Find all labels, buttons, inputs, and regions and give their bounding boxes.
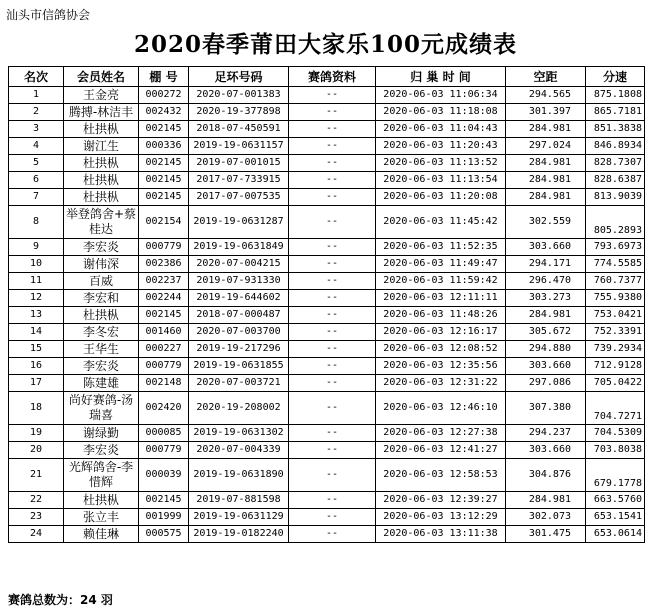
speed-cell: 739.2934 — [586, 341, 645, 358]
distance-cell: 301.397 — [506, 104, 586, 121]
member-name-cell: 王金亮 — [64, 87, 139, 104]
distance-cell: 296.470 — [506, 273, 586, 290]
pigeon-info-cell: -- — [289, 256, 376, 273]
pen-number-cell: 002145 — [139, 492, 189, 509]
member-name-cell: 谢伟深 — [64, 256, 139, 273]
rank-cell: 19 — [9, 425, 64, 442]
speed-cell: 828.6387 — [586, 172, 645, 189]
member-name-cell: 杜拱枞 — [64, 172, 139, 189]
ring-number-cell: 2019-07-931330 — [189, 273, 289, 290]
pen-number-cell: 002145 — [139, 307, 189, 324]
rank-cell: 8 — [9, 206, 64, 239]
rank-cell: 23 — [9, 509, 64, 526]
pen-number-cell: 000039 — [139, 459, 189, 492]
member-name-cell: 李宏和 — [64, 290, 139, 307]
speed-cell: 760.7377 — [586, 273, 645, 290]
rank-cell: 17 — [9, 375, 64, 392]
ring-number-cell: 2019-19-0631129 — [189, 509, 289, 526]
pen-number-cell: 002386 — [139, 256, 189, 273]
member-name-cell: 杜拱枞 — [64, 492, 139, 509]
rank-cell: 4 — [9, 138, 64, 155]
speed-cell: 875.1808 — [586, 87, 645, 104]
header-row — [9, 67, 645, 87]
pigeon-info-cell: -- — [289, 442, 376, 459]
pigeon-info-cell: -- — [289, 459, 376, 492]
pigeon-info-cell: -- — [289, 425, 376, 442]
pen-number-cell: 000779 — [139, 239, 189, 256]
pen-number-cell: 002432 — [139, 104, 189, 121]
distance-cell: 302.559 — [506, 206, 586, 239]
table-row — [9, 526, 645, 543]
speed-cell: 851.3838 — [586, 121, 645, 138]
pen-number-cell: 000336 — [139, 138, 189, 155]
table-row — [9, 87, 645, 104]
speed-cell: 663.5760 — [586, 492, 645, 509]
ring-number-cell: 2020-19-208002 — [189, 392, 289, 425]
pen-number-cell: 002237 — [139, 273, 189, 290]
table-row — [9, 459, 645, 492]
member-name-cell: 杜拱枞 — [64, 121, 139, 138]
member-name-cell: 谢江生 — [64, 138, 139, 155]
rank-cell: 6 — [9, 172, 64, 189]
pen-number-cell: 001460 — [139, 324, 189, 341]
header-pigeon-info: 赛鸽资料 — [289, 67, 376, 87]
speed-cell: 774.5585 — [586, 256, 645, 273]
table-row — [9, 189, 645, 206]
pen-number-cell: 002148 — [139, 375, 189, 392]
distance-cell: 294.171 — [506, 256, 586, 273]
pigeon-info-cell: -- — [289, 239, 376, 256]
ring-number-cell: 2019-19-644602 — [189, 290, 289, 307]
table-row — [9, 256, 645, 273]
pigeon-info-cell: -- — [289, 375, 376, 392]
table-row — [9, 341, 645, 358]
speed-cell: 753.0421 — [586, 307, 645, 324]
ring-number-cell: 2019-19-217296 — [189, 341, 289, 358]
table-row — [9, 273, 645, 290]
arrival-time-cell: 2020-06-03 11:13:52 — [376, 155, 506, 172]
arrival-time-cell: 2020-06-03 11:04:43 — [376, 121, 506, 138]
ring-number-cell: 2020-07-003721 — [189, 375, 289, 392]
distance-cell: 284.981 — [506, 189, 586, 206]
distance-cell: 305.672 — [506, 324, 586, 341]
speed-cell: 679.1778 — [586, 459, 645, 492]
pigeon-info-cell: -- — [289, 324, 376, 341]
ring-number-cell: 2020-07-004215 — [189, 256, 289, 273]
speed-cell: 705.0422 — [586, 375, 645, 392]
member-name-cell: 张立丰 — [64, 509, 139, 526]
table-row — [9, 375, 645, 392]
table-row — [9, 425, 645, 442]
pigeon-info-cell: -- — [289, 526, 376, 543]
arrival-time-cell: 2020-06-03 12:31:22 — [376, 375, 506, 392]
header-ring-number: 足环号码 — [189, 67, 289, 87]
arrival-time-cell: 2020-06-03 12:41:27 — [376, 442, 506, 459]
pen-number-cell: 000779 — [139, 358, 189, 375]
arrival-time-cell: 2020-06-03 11:52:35 — [376, 239, 506, 256]
table-row — [9, 206, 645, 239]
pigeon-info-cell: -- — [289, 341, 376, 358]
distance-cell: 284.981 — [506, 172, 586, 189]
pigeon-info-cell: -- — [289, 290, 376, 307]
table-row — [9, 307, 645, 324]
speed-cell: 846.8934 — [586, 138, 645, 155]
ring-number-cell: 2019-19-0631302 — [189, 425, 289, 442]
arrival-time-cell: 2020-06-03 11:59:42 — [376, 273, 506, 290]
table-row — [9, 492, 645, 509]
table-row — [9, 509, 645, 526]
rank-cell: 24 — [9, 526, 64, 543]
table-row — [9, 155, 645, 172]
pen-number-cell: 000227 — [139, 341, 189, 358]
pigeon-info-cell: -- — [289, 121, 376, 138]
speed-cell: 704.5309 — [586, 425, 645, 442]
organization-name: 汕头市信鸽协会 — [6, 8, 91, 22]
member-name-cell: 李宏炎 — [64, 442, 139, 459]
pigeon-info-cell: -- — [289, 392, 376, 425]
speed-cell: 653.1541 — [586, 509, 645, 526]
speed-cell: 793.6973 — [586, 239, 645, 256]
rank-cell: 9 — [9, 239, 64, 256]
speed-cell: 813.9039 — [586, 189, 645, 206]
rank-cell: 11 — [9, 273, 64, 290]
ring-number-cell: 2017-07-733915 — [189, 172, 289, 189]
ring-number-cell: 2019-19-0631890 — [189, 459, 289, 492]
member-name-cell: 杜拱枞 — [64, 307, 139, 324]
pigeon-info-cell: -- — [289, 189, 376, 206]
arrival-time-cell: 2020-06-03 12:16:17 — [376, 324, 506, 341]
pen-number-cell: 000085 — [139, 425, 189, 442]
pigeon-info-cell: -- — [289, 87, 376, 104]
table-row — [9, 290, 645, 307]
arrival-time-cell: 2020-06-03 11:49:47 — [376, 256, 506, 273]
rank-cell: 12 — [9, 290, 64, 307]
speed-cell: 805.2893 — [586, 206, 645, 239]
pigeon-info-cell: -- — [289, 172, 376, 189]
member-name-cell: 杜拱枞 — [64, 189, 139, 206]
pen-number-cell: 002420 — [139, 392, 189, 425]
rank-cell: 7 — [9, 189, 64, 206]
member-name-cell: 谢绿勤 — [64, 425, 139, 442]
member-name-cell: 光辉鸽舍-李惜辉 — [64, 459, 139, 492]
ring-number-cell: 2018-07-450591 — [189, 121, 289, 138]
arrival-time-cell: 2020-06-03 12:08:52 — [376, 341, 506, 358]
results-table — [8, 66, 645, 543]
distance-cell: 297.024 — [506, 138, 586, 155]
pen-number-cell: 002154 — [139, 206, 189, 239]
speed-cell: 828.7307 — [586, 155, 645, 172]
rank-cell: 5 — [9, 155, 64, 172]
ring-number-cell: 2020-07-004339 — [189, 442, 289, 459]
rank-cell: 2 — [9, 104, 64, 121]
speed-cell: 712.9128 — [586, 358, 645, 375]
distance-cell: 303.660 — [506, 442, 586, 459]
arrival-time-cell: 2020-06-03 12:27:38 — [376, 425, 506, 442]
pen-number-cell: 002145 — [139, 189, 189, 206]
rank-cell: 16 — [9, 358, 64, 375]
distance-cell: 297.086 — [506, 375, 586, 392]
arrival-time-cell: 2020-06-03 11:13:54 — [376, 172, 506, 189]
arrival-time-cell: 2020-06-03 12:58:53 — [376, 459, 506, 492]
arrival-time-cell: 2020-06-03 12:46:10 — [376, 392, 506, 425]
speed-cell: 755.9380 — [586, 290, 645, 307]
pigeon-info-cell: -- — [289, 358, 376, 375]
header-pen-number: 棚 号 — [139, 67, 189, 87]
page-title: 2020春季莆田大家乐100元成绩表 — [133, 31, 518, 58]
ring-number-cell: 2019-07-881598 — [189, 492, 289, 509]
pen-number-cell: 002145 — [139, 121, 189, 138]
table-row — [9, 392, 645, 425]
pen-number-cell: 001999 — [139, 509, 189, 526]
distance-cell: 301.475 — [506, 526, 586, 543]
pigeon-info-cell: -- — [289, 509, 376, 526]
ring-number-cell: 2017-07-007535 — [189, 189, 289, 206]
distance-cell: 304.876 — [506, 459, 586, 492]
arrival-time-cell: 2020-06-03 11:20:43 — [376, 138, 506, 155]
table-row — [9, 239, 645, 256]
rank-cell: 14 — [9, 324, 64, 341]
member-name-cell: 陈建雄 — [64, 375, 139, 392]
member-name-cell: 百威 — [64, 273, 139, 290]
speed-cell: 703.8038 — [586, 442, 645, 459]
ring-number-cell: 2020-07-003700 — [189, 324, 289, 341]
distance-cell: 284.981 — [506, 307, 586, 324]
distance-cell: 284.981 — [506, 492, 586, 509]
pigeon-info-cell: -- — [289, 155, 376, 172]
total-pigeons: 赛鸽总数为：24 羽 — [8, 593, 113, 607]
table-row — [9, 324, 645, 341]
speed-cell: 653.0614 — [586, 526, 645, 543]
rank-cell: 13 — [9, 307, 64, 324]
ring-number-cell: 2020-19-377898 — [189, 104, 289, 121]
member-name-cell: 李宏炎 — [64, 239, 139, 256]
pigeon-info-cell: -- — [289, 206, 376, 239]
arrival-time-cell: 2020-06-03 11:18:08 — [376, 104, 506, 121]
header-rank: 名次 — [9, 67, 64, 87]
rank-cell: 22 — [9, 492, 64, 509]
arrival-time-cell: 2020-06-03 12:35:56 — [376, 358, 506, 375]
pigeon-info-cell: -- — [289, 492, 376, 509]
pen-number-cell: 000575 — [139, 526, 189, 543]
distance-cell: 294.565 — [506, 87, 586, 104]
rank-cell: 20 — [9, 442, 64, 459]
table-row — [9, 172, 645, 189]
speed-cell: 752.3391 — [586, 324, 645, 341]
distance-cell: 307.380 — [506, 392, 586, 425]
speed-cell: 704.7271 — [586, 392, 645, 425]
pen-number-cell: 002145 — [139, 155, 189, 172]
arrival-time-cell: 2020-06-03 11:20:08 — [376, 189, 506, 206]
rank-cell: 18 — [9, 392, 64, 425]
member-name-cell: 举登鸽舍+蔡桂达 — [64, 206, 139, 239]
table-row — [9, 121, 645, 138]
member-name-cell: 李宏炎 — [64, 358, 139, 375]
rank-cell: 21 — [9, 459, 64, 492]
member-name-cell: 杜拱枞 — [64, 155, 139, 172]
header-distance: 空距 — [506, 67, 586, 87]
arrival-time-cell: 2020-06-03 11:45:42 — [376, 206, 506, 239]
pen-number-cell: 002145 — [139, 172, 189, 189]
arrival-time-cell: 2020-06-03 11:48:26 — [376, 307, 506, 324]
table-row — [9, 104, 645, 121]
rank-cell: 3 — [9, 121, 64, 138]
arrival-time-cell: 2020-06-03 13:12:29 — [376, 509, 506, 526]
arrival-time-cell: 2020-06-03 12:39:27 — [376, 492, 506, 509]
member-name-cell: 王华生 — [64, 341, 139, 358]
table-row — [9, 138, 645, 155]
distance-cell: 303.273 — [506, 290, 586, 307]
distance-cell: 303.660 — [506, 358, 586, 375]
pen-number-cell: 000272 — [139, 87, 189, 104]
pen-number-cell: 002244 — [139, 290, 189, 307]
ring-number-cell: 2020-07-001383 — [189, 87, 289, 104]
ring-number-cell: 2019-07-001015 — [189, 155, 289, 172]
distance-cell: 303.660 — [506, 239, 586, 256]
rank-cell: 10 — [9, 256, 64, 273]
pigeon-info-cell: -- — [289, 138, 376, 155]
arrival-time-cell: 2020-06-03 13:11:38 — [376, 526, 506, 543]
ring-number-cell: 2019-19-0631157 — [189, 138, 289, 155]
ring-number-cell: 2019-19-0182240 — [189, 526, 289, 543]
distance-cell: 284.981 — [506, 121, 586, 138]
member-name-cell: 李冬宏 — [64, 324, 139, 341]
speed-cell: 865.7181 — [586, 104, 645, 121]
rank-cell: 1 — [9, 87, 64, 104]
member-name-cell: 赖佳琳 — [64, 526, 139, 543]
ring-number-cell: 2018-07-000487 — [189, 307, 289, 324]
rank-cell: 15 — [9, 341, 64, 358]
member-name-cell: 腾搏-林洁丰 — [64, 104, 139, 121]
distance-cell: 284.981 — [506, 155, 586, 172]
header-member-name: 会员姓名 — [64, 67, 139, 87]
arrival-time-cell: 2020-06-03 12:11:11 — [376, 290, 506, 307]
pen-number-cell: 000779 — [139, 442, 189, 459]
ring-number-cell: 2019-19-0631855 — [189, 358, 289, 375]
ring-number-cell: 2019-19-0631287 — [189, 206, 289, 239]
pigeon-info-cell: -- — [289, 104, 376, 121]
pigeon-info-cell: -- — [289, 273, 376, 290]
header-arrival-time: 归 巢 时 间 — [376, 67, 506, 87]
table-row — [9, 442, 645, 459]
table-row — [9, 358, 645, 375]
distance-cell: 294.237 — [506, 425, 586, 442]
arrival-time-cell: 2020-06-03 11:06:34 — [376, 87, 506, 104]
distance-cell: 302.073 — [506, 509, 586, 526]
pigeon-info-cell: -- — [289, 307, 376, 324]
header-speed: 分速 — [586, 67, 645, 87]
ring-number-cell: 2019-19-0631849 — [189, 239, 289, 256]
distance-cell: 294.880 — [506, 341, 586, 358]
member-name-cell: 尚好赛鸽-汤瑞喜 — [64, 392, 139, 425]
